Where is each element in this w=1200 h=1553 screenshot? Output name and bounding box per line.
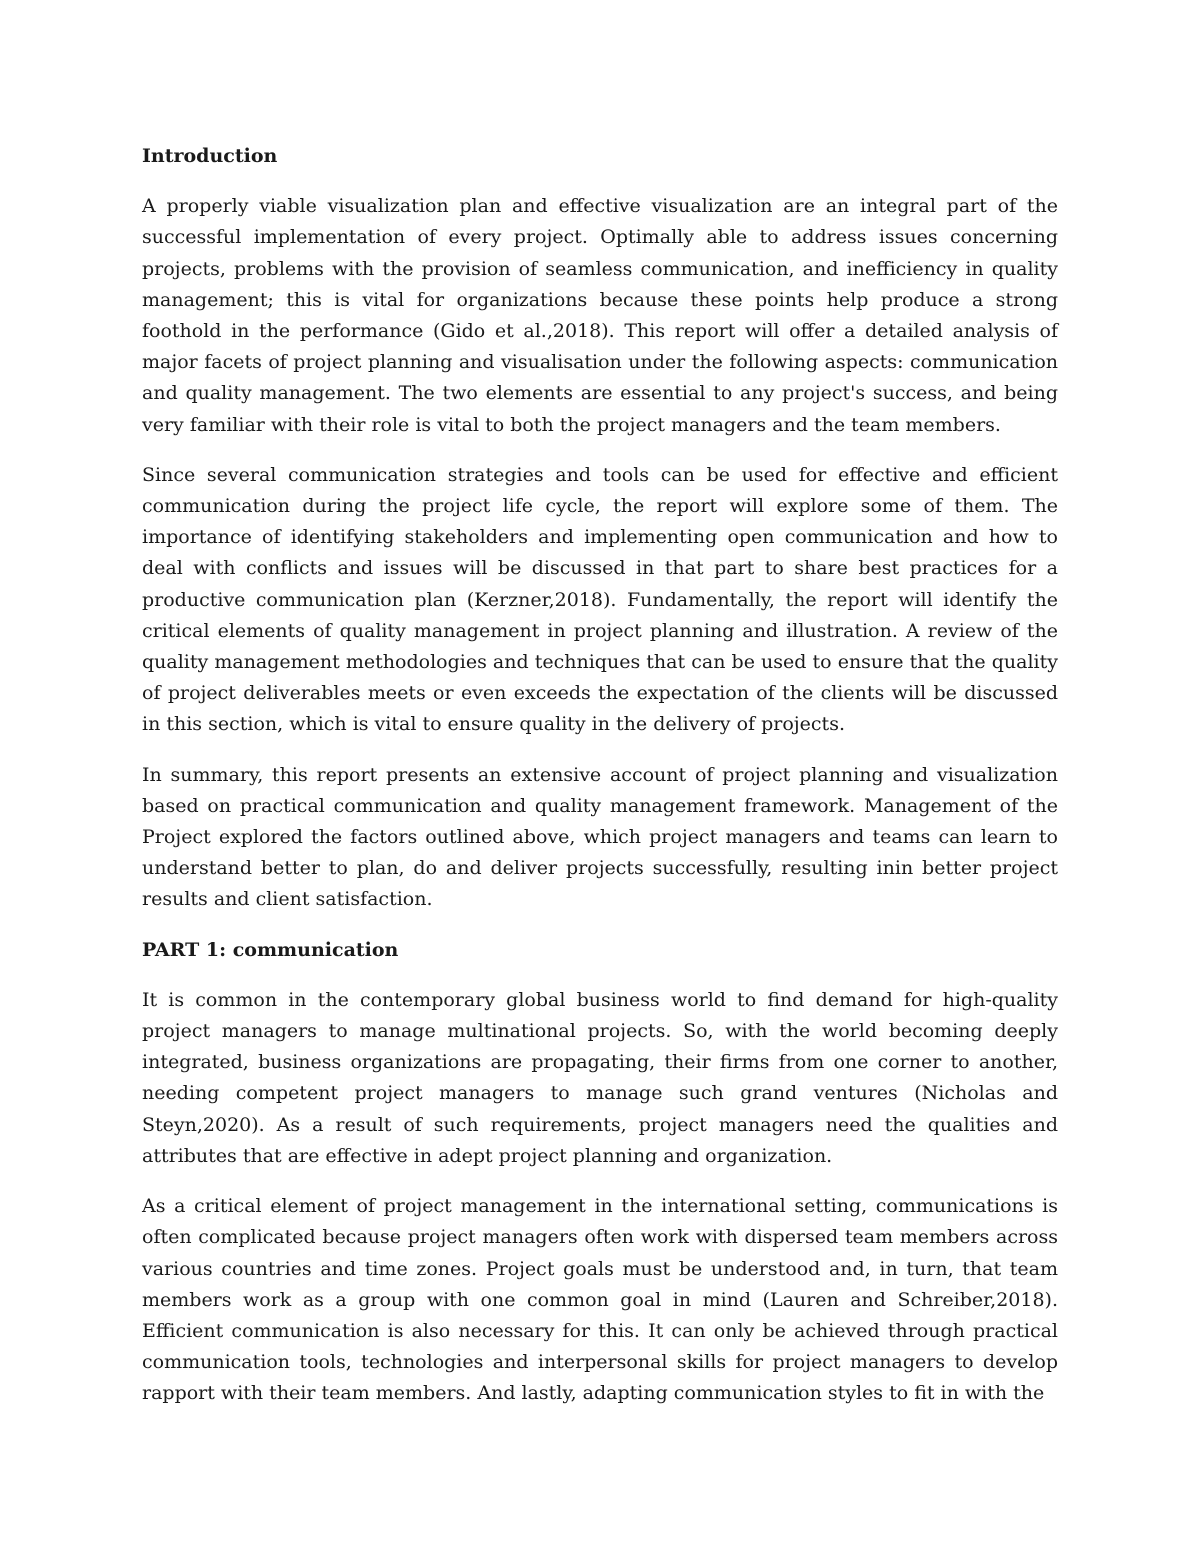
section-heading-introduction: Introduction	[142, 145, 278, 167]
document-body	[142, 141, 1058, 1429]
paragraph: A properly viable visualization plan and effective visualization are an integral part of the successful implementation of every project. Optimally able to address issues concerning projects, problems with the provision of seamless communication, and inefficiency in quality management; this is vital for organizations because these points help produce a strong foothold in the performance (Gido et al.,2018). This report will offer a detailed analysis of major facets of project planning and visualisation under the following aspects: communication and quality management. The two elements are essential to any project's success, and being very familiar with their role is vital to both the project managers and the team members.	[142, 195, 1058, 436]
section-heading-part1: PART 1: communication	[142, 938, 399, 961]
paragraph: It is common in the contemporary global business world to find demand for high-quality project managers to manage multinational projects. So, with the world becoming deeply integrated, business organizations are propagating, their firms from one corner to another, needing competent project managers to manage such grand ventures (Nicholas and Steyn,2020). As a result of such requirements, project managers need the qualities and attributes that are effective in adept project planning and organization.	[142, 988, 1058, 1167]
paragraph: In summary, this report presents an extensive account of project planning and visualization based on practical communication and quality management framework. Management of the Project explored the factors outlined above, which project managers and teams can learn to understand better to plan, do and deliver projects successfully, resulting inin better project results and client satisfaction.	[142, 763, 1058, 911]
paragraph: As a critical element of project management in the international setting, communications is often complicated because project managers often work with dispersed team members across various countries and time zones. Project goals must be understood and, in turn, that team members work as a group with one common goal in mind (Lauren and Schreiber,2018). Efficient communication is also necessary for this. It can only be achieved through practical communication tools, technologies and interpersonal skills for project managers to develop rapport with their team members. And lastly, adapting communication styles to fit in with the	[142, 1195, 1058, 1405]
paragraph: Since several communication strategies and tools can be used for effective and efficient communication during the project life cycle, the report will explore some of them. The importance of identifying stakeholders and implementing open communication and how to deal with conflicts and issues will be discussed in that part to share best practices for a productive communication plan (Kerzner,2018). Fundamentally, the report will identify the critical elements of quality management in project planning and illustration. A review of the quality management methodologies and techniques that can be used to ensure that the quality of project deliverables meets or even exceeds the expectation of the clients will be discussed in this section, which is vital to ensure quality in the delivery of projects.	[142, 463, 1058, 736]
